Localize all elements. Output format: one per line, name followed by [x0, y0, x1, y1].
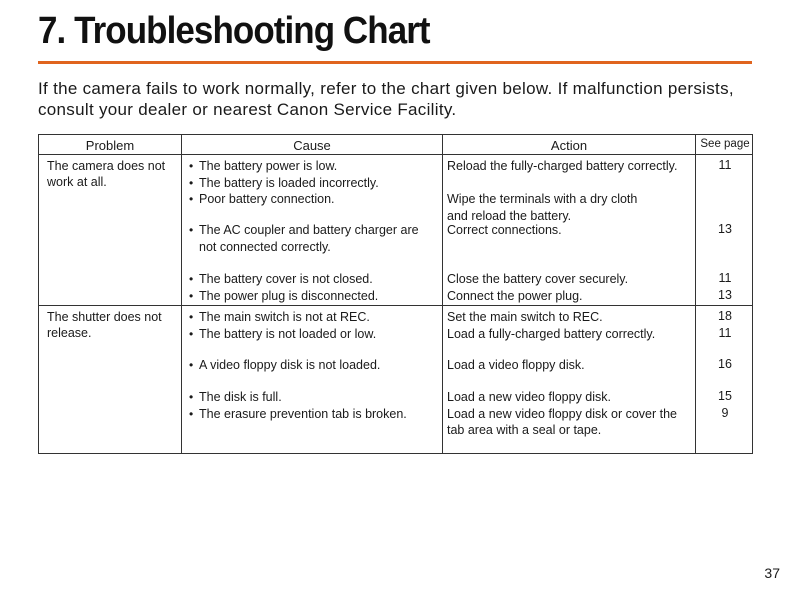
action-item: Connect the power plug. [447, 288, 583, 303]
page-ref: 18 [718, 309, 732, 323]
cause-item: • The main switch is not at REC. [189, 310, 370, 324]
action-item: Load a fully-charged battery correctly. [447, 326, 656, 341]
header-see-page: See page [700, 138, 750, 150]
problem-cell: The camera does not work at all. [47, 159, 166, 189]
title-rule [38, 61, 752, 64]
page-ref: 15 [718, 389, 732, 403]
action-item: Load a video floppy disk. [447, 358, 585, 372]
cause-item: • The battery cover is not closed. [189, 272, 373, 286]
problem-cell: The shutter does not release. [47, 310, 162, 340]
row-divider [39, 305, 752, 306]
header-action: Action [550, 138, 588, 153]
page-ref: 9 [721, 405, 729, 420]
action-item: Reload the fully-charged battery correctly. [447, 159, 678, 173]
header-divider [39, 154, 752, 155]
action-item: Correct connections. [447, 223, 562, 237]
page-ref: 13 [718, 287, 732, 302]
action-item: Wipe the terminals with a dry cloth and reload the battery. [447, 192, 638, 223]
header-problem: Problem [85, 138, 135, 153]
cause-item: • The power plug is disconnected. [189, 288, 379, 303]
page-title: 7. Troubleshooting Chart [38, 10, 430, 52]
troubleshooting-table [38, 134, 753, 454]
page-number: 37 [764, 565, 780, 581]
action-item: Load a new video floppy disk or cover the tab area with a seal or tape. [447, 406, 677, 437]
cause-item: • A video floppy disk is not loaded. [189, 358, 381, 372]
action-item: Load a new video floppy disk. [447, 390, 611, 404]
page-ref: 11 [718, 271, 732, 285]
header-cause: Cause [293, 138, 331, 153]
intro-paragraph: If the camera fails to work normally, refer to the chart given below. If malfunction persists, consult your dealer or nearest Canon Service Facility. [38, 79, 734, 119]
cause-item: • The erasure prevention tab is broken. [189, 406, 407, 421]
action-item: Set the main switch to REC. [447, 310, 603, 324]
cause-item: • The disk is full. [189, 390, 282, 404]
cause-item: • The battery is not loaded or low. [189, 326, 377, 341]
page-ref: 11 [718, 325, 732, 340]
column-divider [181, 135, 182, 453]
page-ref: 11 [718, 158, 732, 172]
action-item: Close the battery cover securely. [447, 272, 629, 286]
page-ref: 16 [718, 357, 732, 371]
cause-item: • The battery power is low. [189, 159, 338, 173]
cause-item: • Poor battery connection. [189, 192, 335, 206]
cause-item: • The battery is loaded incorrectly. [189, 175, 379, 190]
page-ref: 13 [718, 222, 732, 236]
cause-item: • The AC coupler and battery charger are not connected correctly. [189, 223, 419, 254]
